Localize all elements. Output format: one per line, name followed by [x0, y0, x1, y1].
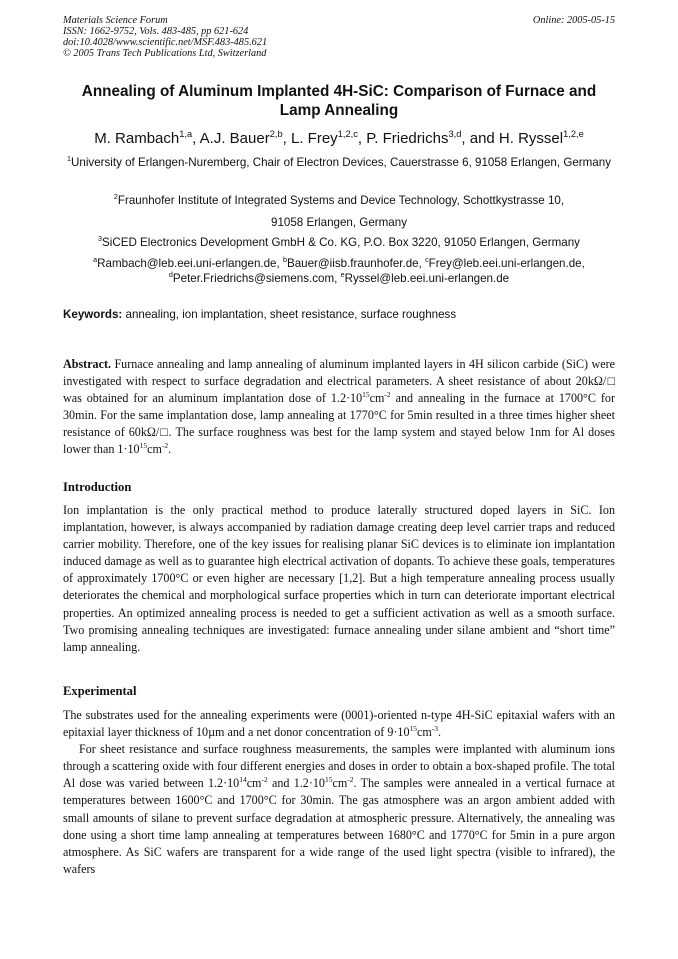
author-separator: , [357, 130, 367, 147]
exponent: -3 [431, 724, 439, 734]
abstract-text: . [168, 442, 172, 457]
copyright-line: © 2005 Trans Tech Publications Ltd, Switzerland [63, 48, 267, 59]
email-link[interactable]: Ryssel@leb.eei.uni-erlangen.de [344, 272, 510, 285]
abstract-text: and annealing in the furnace at 1700°C for 30min. For the same implantation dose, lamp annealing at 1770°C for 5min resulted in a three times higher sheet resistance of 60kΩ/□. The surface roughness was best for the lamp system and stayed below 1nm for Al doses lower than 1·10 [63, 391, 616, 457]
affiliation-number: 2 [113, 192, 118, 202]
exponent: -2 [161, 441, 169, 451]
journal-name: Materials Science Forum [63, 15, 168, 26]
exponent: 15 [139, 441, 148, 451]
email-link[interactable]: Bauer@iisb.fraunhofer.de [286, 257, 419, 270]
affiliation-2 [60, 193, 618, 230]
author-sup: 2,b [269, 129, 283, 139]
exponent: -2 [384, 390, 391, 400]
experimental-text-run: The substrates used for the annealing experiments were (0001)-oriented n-type 4H-SiC epitaxial wafers with an epitaxial layer thickness of 10µm and a net donor concentration of 9·10 [63, 708, 615, 740]
email-sup: e [340, 270, 345, 280]
email-list: $^a$Rambach@leb.eei.uni-erlangen.de, $^b$Bauer@iisb.fraunhofer.de, $^c$Frey@leb.eei.uni-erlangen.de, $^d$Peter.Friedrichs@siemens.com, $^e$Ryssel@leb.eei.uni-erlangen.de [93, 255, 585, 285]
experimental-text-run: and 1.2·10 [267, 776, 325, 791]
keywords-text: annealing, ion implantation, sheet resistance, surface roughness [122, 308, 457, 321]
author-separator: , [282, 130, 291, 147]
online-date: Online: 2005-05-15 [532, 15, 615, 26]
experimental-paragraph-1 [63, 707, 615, 741]
exponent: 15 [362, 390, 370, 400]
issn-line: ISSN: 1662-9752, Vols. 483-485, pp 621-624 [63, 26, 249, 37]
introduction-heading: Introduction [63, 480, 132, 494]
affiliation-text: Fraunhofer Institute of Integrated Systems and Device Technology, Schottkystrasse 10, [117, 194, 565, 207]
author-sup: 3,d [448, 129, 462, 139]
author-name: A.J. Bauer [199, 130, 270, 147]
keywords-label: Keywords: [63, 308, 123, 321]
abstract-text: cm [147, 442, 162, 457]
abstract-section [63, 356, 615, 459]
email-link[interactable]: Peter.Friedrichs@siemens.com [172, 272, 335, 285]
abstract-text: cm [369, 391, 385, 406]
experimental-text-run: cm [332, 776, 348, 791]
introduction-text [63, 502, 615, 656]
author-separator: , and [461, 130, 499, 147]
email-link[interactable]: Rambach@leb.eei.uni-erlangen.de [97, 257, 277, 270]
affiliation-3 [60, 235, 618, 251]
experimental-text-run: cm [246, 776, 262, 791]
author-name: L. Frey [291, 130, 338, 147]
experimental-text-run: . [438, 725, 442, 740]
keywords-line [63, 308, 615, 322]
exponent: -2 [261, 775, 268, 785]
affiliation-text-cont: 91058 Erlangen, Germany [271, 215, 407, 229]
author-separator: , [192, 130, 200, 147]
affiliation-text: University of Erlangen-Nuremberg, Chair of Electron Devices, Cauerstrasse 6, 91058 Erlangen, Germany [71, 156, 611, 169]
author-name: H. Ryssel [498, 130, 564, 147]
experimental-paragraph-2 [63, 741, 615, 878]
affiliation-text: SiCED Electronics Development GmbH & Co. KG, P.O. Box 3220, 91050 Erlangen, Germany [102, 236, 580, 249]
abstract-text: Furnace annealing and lamp annealing of aluminum implanted layers in 4H silicon carbide (SiC) were investigated with respect to surface degradation and electrical parameters. A sheet resistance of about 20kΩ/□ was obtained for an aluminum implantation dose of 1.2·10 [63, 357, 615, 406]
email-link[interactable]: Frey@leb.eei.uni-erlangen.de [428, 257, 582, 270]
email-sup: a [93, 255, 98, 265]
author-sup: 1,2,e [563, 129, 584, 139]
exponent: 15 [324, 775, 333, 785]
affiliation-number: 3 [98, 234, 103, 244]
exponent: 14 [239, 775, 247, 785]
affiliation-1 [60, 155, 618, 171]
email-sup: b [282, 255, 287, 265]
experimental-text-run: For sheet resistance and surface roughness measurements, the samples were implanted with aluminum ions through a scattering oxide with four different energies and doses in order to obtain a box-shaped profile. The total Al dose was varied between 1.2·10 [63, 742, 615, 791]
experimental-text [63, 707, 615, 878]
author-sup: 1,a [179, 129, 193, 139]
exponent: -2 [347, 775, 354, 785]
author-name: P. Friedrichs [366, 130, 449, 147]
introduction-paragraph: Ion implantation is the only practical method to produce laterally structured doped layers in SiC. Ion implantation, however, is always accompanied by radiation damage creating deep level carrier traps and reduced carrier mobility. Therefore, one of the key issues for realising planar SiC devices is to eliminate ion implantation induced damage as well as to guarantee high electrical activation of dopants. To achieve these goals, temperatures of approximately 1700°C or even higher are necessary [1,2]. But a high temperature annealing process usually deteriorates the chemical and morphological surface properties which in turn can deteriorate important electrical properties. An optimized annealing process is needed to get a sufficient activation as well as a smooth surface. Two promising annealing techniques are investigated: furnace annealing under silane ambient and “short time” lamp annealing. [63, 503, 615, 654]
experimental-heading: Experimental [63, 684, 137, 698]
doi-line: doi:10.4028/www.scientific.net/MSF.483-485.621 [63, 37, 268, 48]
journal-header [63, 15, 615, 59]
author-list [40, 130, 638, 148]
exponent: 15 [409, 724, 417, 734]
abstract-label: Abstract. [63, 357, 112, 371]
experimental-text-run: . The samples were annealed in a vertical furnace at temperatures between 1600°C and 1700°C for 30min. The gas atmosphere was an argon ambient added with small amounts of silane to prevent surface degradation at atmospheric pressure. Alternatively, the annealing was done using a short time lamp annealing at temperatures between 1680°C and 1770°C for 5min in a pure argon atmosphere. As SiC wafers are transparent for a wide range of the used light spectra (visible to infrared), the wafers [63, 776, 616, 876]
author-sup: 1,2,c [337, 129, 358, 139]
author-name: M. Rambach [94, 130, 180, 147]
experimental-text-run: cm [417, 725, 432, 740]
email-sup: c [425, 255, 429, 265]
email-sup: d [168, 270, 173, 280]
paper-title: Annealing of Aluminum Implanted 4H-SiC: Comparison of Furnace and Lamp Annealing [81, 83, 597, 119]
affiliation-number: 1 [67, 154, 71, 164]
